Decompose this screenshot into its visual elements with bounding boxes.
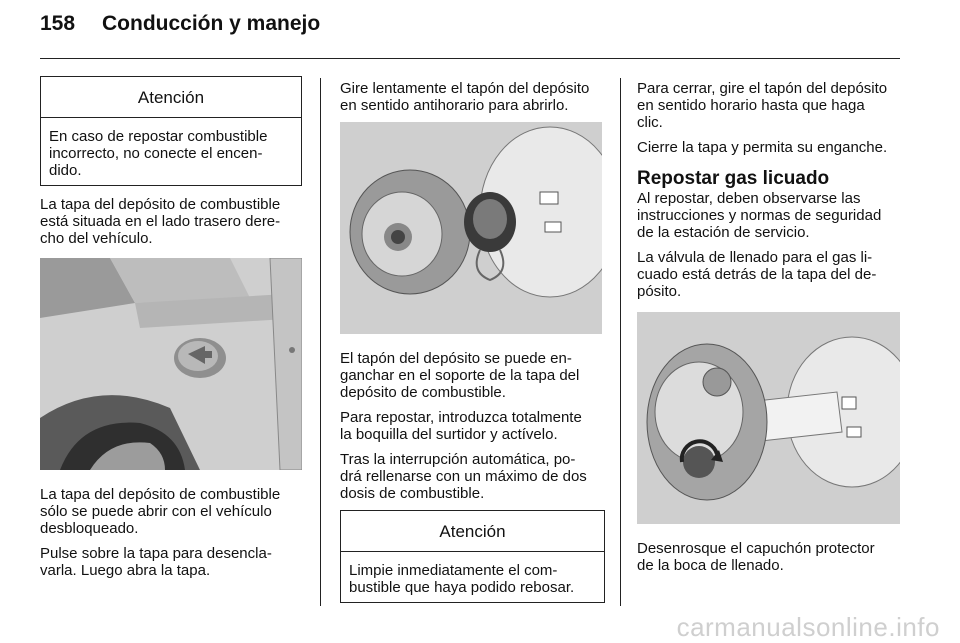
column-2 xyxy=(340,80,605,122)
column-divider-2 xyxy=(620,78,621,606)
attention-box-1 xyxy=(40,76,302,186)
unscrew-protective-cap-text: Desenrosque el capuchón protector de la boca de llenado. xyxy=(637,540,875,574)
lpg-valve-text: La válvula de llenado para el gas li- cuado está detrás de la tapa del de- pósito. xyxy=(637,249,877,300)
attention-box-2 xyxy=(340,510,605,603)
unlock-requirement-text: La tapa del depósito de combustible sólo se puede abrir con el vehículo desbloqueado. xyxy=(40,486,281,537)
attention-text: En caso de repostar combustible incorrecto, no conecte el encen- dido. xyxy=(49,128,268,179)
column-1-lower xyxy=(40,486,305,587)
insert-nozzle-text: Para repostar, introduzca totalmente la boquilla del surtidor y actívelo. xyxy=(340,409,582,443)
watermark: carmanualsonline.info xyxy=(676,612,940,642)
attention-title: Atención xyxy=(341,511,604,552)
attention-text: Limpie inmediatamente el com- bustible que haya podido rebosar. xyxy=(349,562,575,596)
unscrew-cap-text: Gire lentamente el tapón del depósito en sentido antihorario para abrirlo. xyxy=(340,80,590,114)
hook-cap-text: El tapón del depósito se puede en- ganchar en el soporte de la tapa del depósito de combustible. xyxy=(340,350,580,401)
open-door-text: Pulse sobre la tapa para desencla- varla. Luego abra la tapa. xyxy=(40,545,272,579)
column-2-lower xyxy=(340,350,605,603)
page-title: Conducción y manejo xyxy=(102,12,321,35)
page-header xyxy=(40,12,320,36)
lpg-valve-illustration xyxy=(637,312,900,524)
figure-car-fuel-door xyxy=(40,258,302,470)
auto-shutoff-text: Tras la interrupción automática, po- drá rellenarse con un máximo de dos dosis de combustible. xyxy=(340,451,587,502)
column-3 xyxy=(637,80,907,308)
fuel-door-location-text: La tapa del depósito de combustible está situada en el lado trasero dere- cho del vehículo. xyxy=(40,196,281,247)
column-divider-1 xyxy=(320,78,321,606)
column-1 xyxy=(40,76,302,255)
header-rule xyxy=(40,58,900,59)
column-3-lower xyxy=(637,540,907,582)
close-door-text: Cierre la tapa y permita su enganche. xyxy=(637,139,888,156)
fuel-cap-illustration xyxy=(340,122,602,334)
lpg-safety-text: Al repostar, deben observarse las instrucciones y normas de seguridad de la estación de servicio. xyxy=(637,190,882,241)
page-number: 158 xyxy=(40,12,76,35)
close-cap-text: Para cerrar, gire el tapón del depósito en sentido horario hasta que haga clic. xyxy=(637,80,888,131)
figure-fuel-cap xyxy=(340,122,602,334)
attention-title: Atención xyxy=(41,77,301,118)
figure-lpg-valve xyxy=(637,312,900,524)
car-fuel-door-illustration xyxy=(40,258,302,470)
lpg-heading: Repostar gas licuado xyxy=(637,168,830,189)
